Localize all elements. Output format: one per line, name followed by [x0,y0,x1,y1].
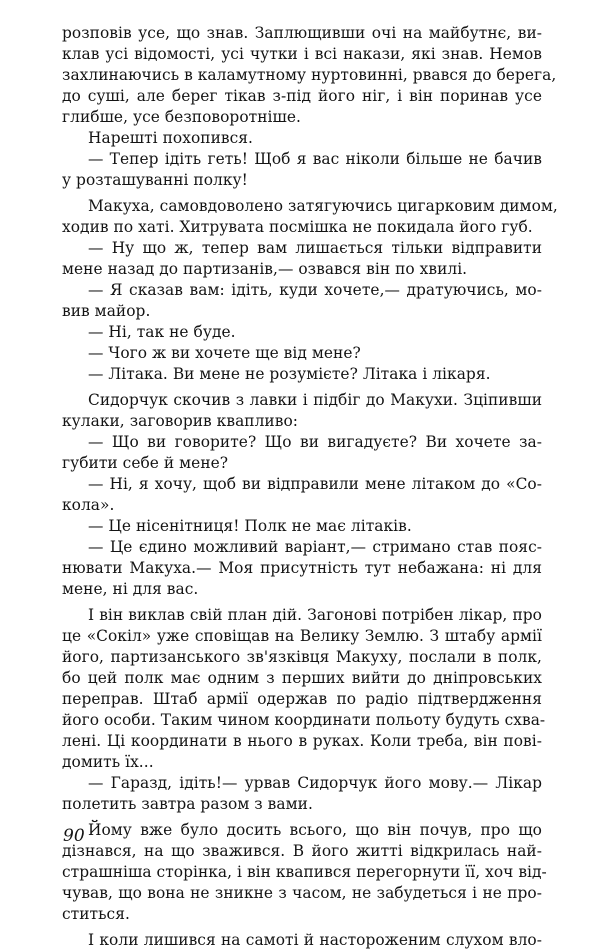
text-line: домить їх... [62,753,154,771]
text-line: глибше, усе безповоротніше. [62,108,301,126]
text-line: — Я сказав вам: ідіть, куди хочете,— дратуючись, мо- [88,281,542,299]
text-line: лені. Ці координати в нього в руках. Коли треба, він пові- [62,732,542,750]
text-line: дізнався, на що зважився. В його житті відкрилась най- [62,842,542,860]
text-line: — Це нісенітниця! Полк не має літаків. [88,517,412,535]
text-line: — Ні, так не буде. [88,323,236,341]
text-column [62,23,558,951]
text-line: — Ні, я хочу, щоб ви відправили мене літаком до «Со- [88,475,542,493]
text-line: Нарешті похопився. [88,129,253,147]
text-line: захлинаючись в каламутному нуртовинні, рвався до берега, [62,66,557,84]
text-line: — Літака. Ви мене не розумієте? Літака і лікаря. [88,365,491,383]
text-line: Сидорчук скочив з лавки і підбіг до Макухи. Зціпивши [88,391,542,409]
text-line: переправ. Штаб армії одержав по радіо підтвердження [62,690,542,708]
text-line: — Ну що ж, тепер вам лишається тільки відправити [88,239,542,257]
text-line: кола». [62,496,115,514]
text-line: ститься. [62,905,130,923]
text-line: І коли лишився на самоті й настороженим слухом вло- [88,931,542,949]
text-line: страшніша сторінка, і він квапився перегорнути її, хоч від- [62,863,547,881]
text-line: це «Сокіл» уже сповіщав на Велику Землю. З штабу армії [62,627,542,645]
text-line: мене назад до партизанів,— озвався він по хвилі. [62,260,468,278]
text-line: І він виклав свій план дій. Загонові потрібен лікар, про [88,606,542,624]
text-line: кулаки, заговорив квапливо: [62,412,299,430]
text-line: полетить завтра разом з вами. [62,795,313,813]
text-line: — Чого ж ви хочете ще від мене? [88,344,361,362]
text-line: — Гаразд, ідіть!— урвав Сидорчук його мову.— Лікар [88,774,542,792]
text-line: чував, що вона не зникне з часом, не забудеться і не про- [62,884,542,902]
text-line: бо цей полк має одним з перших вийти до дніпровських [62,669,542,687]
text-line: — Тепер ідіть геть! Щоб я вас ніколи більше не бачив [88,150,542,168]
text-line: його особи. Таким чином координати польоту будуть схва- [62,711,546,729]
text-line: вив майор. [62,302,151,320]
text-line: — Що ви говорите? Що ви вигадуєте? Ви хочете за- [88,433,542,451]
text-line: у розташуванні полку! [62,171,248,189]
page-number: 90 [63,826,85,846]
text-line: — Це єдино можливий варіант,— стримано став пояс- [88,538,542,556]
text-line: ходив по хаті. Хитрувата посмішка не покидала його губ. [62,218,533,236]
text-line: Йому вже було досить всього, що він почув, про що [88,821,542,839]
text-line: нювати Макуха.— Моя присутність тут небажана: ні для [62,559,542,577]
text-line: клав усі відомості, усі чутки і всі накази, які знав. Немов [62,45,542,63]
text-line: його, партизанського зв'язківця Макуху, послали в полк, [62,648,542,666]
text-line: до суші, але берег тікав з-під його ніг, і він поринав усе [62,87,542,105]
text-line: губити себе й мене? [62,454,229,472]
text-line: мене, ні для вас. [62,580,199,598]
text-line: Макуха, самовдоволено затягуючись цигарковим димом, [88,197,558,215]
text-line: розповів усе, що знав. Заплющивши очі на майбутнє, ви- [62,24,542,42]
